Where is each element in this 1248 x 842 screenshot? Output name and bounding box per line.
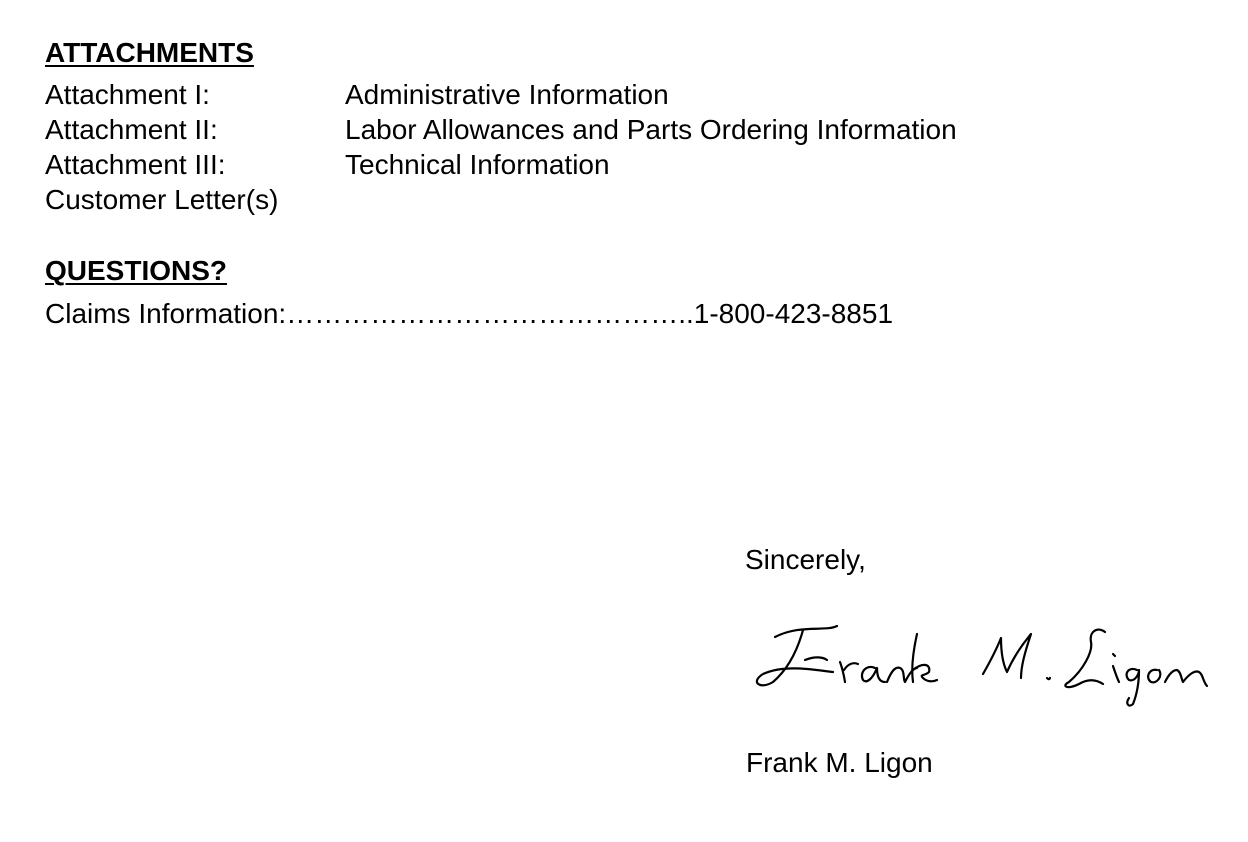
attachments-heading: ATTACHMENTS — [45, 37, 254, 68]
claims-info-row — [45, 296, 893, 331]
attachment-3-description: Technical Information — [345, 149, 610, 180]
dot-leader: …………………………………….. — [286, 298, 694, 329]
attachment-2-label: Attachment II: — [45, 114, 218, 145]
claims-info-label: Claims Information: — [45, 298, 287, 329]
closing-salutation: Sincerely, — [745, 544, 866, 575]
attachment-1-description: Administrative Information — [345, 79, 669, 110]
handwritten-signature — [745, 612, 1215, 712]
signer-name: Frank M. Ligon — [746, 747, 933, 778]
customer-letters-item: Customer Letter(s) — [45, 184, 279, 215]
attachment-2-description: Labor Allowances and Parts Ordering Information — [345, 114, 957, 145]
claims-phone-number: 1-800-423-8851 — [693, 298, 894, 329]
questions-heading: QUESTIONS? — [45, 255, 228, 286]
attachment-1-label: Attachment I: — [45, 79, 210, 110]
attachment-3-label: Attachment III: — [45, 149, 226, 180]
